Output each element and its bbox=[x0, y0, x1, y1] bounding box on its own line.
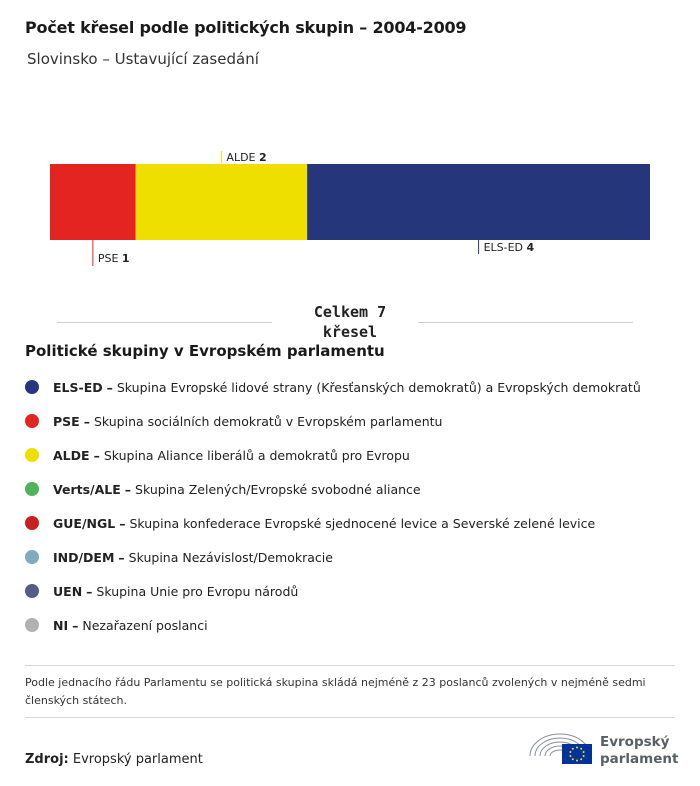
legend-abbr: Verts/ALE bbox=[53, 481, 121, 497]
legend-swatch bbox=[25, 550, 39, 564]
legend-abbr: UEN bbox=[53, 583, 83, 599]
legend-abbr: IND/DEM bbox=[53, 549, 115, 565]
logo-line-2: parlament bbox=[600, 751, 679, 767]
source bbox=[25, 752, 203, 767]
hemicycle-flag-icon bbox=[528, 728, 600, 768]
logo-line-1: Evropský bbox=[600, 734, 670, 750]
divider-bottom bbox=[25, 717, 675, 718]
legend-description: Skupina Nezávislost/Demokracie bbox=[128, 549, 333, 565]
legend-description: Skupina sociálních demokratů v Evropském parlamentu bbox=[93, 413, 443, 429]
legend-item bbox=[25, 574, 641, 608]
total-seats-label bbox=[280, 302, 420, 342]
bar-label: PSE 1 bbox=[97, 252, 130, 265]
legend-abbr: NI bbox=[53, 617, 69, 633]
legend-item bbox=[25, 540, 641, 574]
legend-item bbox=[25, 370, 641, 404]
source-value: Evropský parlament bbox=[72, 752, 203, 767]
legend-description: Skupina Unie pro Evropu národů bbox=[96, 583, 299, 599]
legend-separator: – bbox=[119, 515, 126, 531]
bar-segment-els-ed bbox=[307, 164, 650, 240]
legend-description: Skupina konfederace Evropské sjednocené levice a Severské zelené levice bbox=[129, 515, 596, 531]
legend-separator: – bbox=[106, 379, 113, 395]
chart-title: Počet křesel podle politických skupin – 2004-2009 bbox=[25, 18, 467, 37]
legend-description: Skupina Evropské lidové strany (Křesťanských demokratů) a Evropských demokratů bbox=[116, 379, 641, 395]
european-parliament-logo bbox=[528, 728, 678, 768]
chart-subtitle: Slovinsko – Ustavující zasedání bbox=[27, 50, 259, 68]
logo-text bbox=[600, 734, 678, 768]
legend-item bbox=[25, 472, 641, 506]
legend-swatch bbox=[25, 414, 39, 428]
legend-swatch bbox=[25, 380, 39, 394]
legend-separator: – bbox=[93, 447, 100, 463]
bar-label: ALDE 2 bbox=[226, 151, 267, 164]
legend-list bbox=[25, 370, 641, 642]
legend-description: Nezařazení poslanci bbox=[82, 617, 208, 633]
legend-separator: – bbox=[72, 617, 79, 633]
legend-abbr: ELS-ED bbox=[53, 379, 103, 395]
legend-swatch bbox=[25, 516, 39, 530]
legend-title: Politické skupiny v Evropském parlamentu bbox=[25, 342, 385, 360]
legend-item bbox=[25, 404, 641, 438]
legend-abbr: PSE bbox=[53, 413, 80, 429]
legend-separator: – bbox=[118, 549, 125, 565]
legend-swatch bbox=[25, 584, 39, 598]
bar-segment-pse bbox=[50, 164, 136, 240]
legend-abbr: ALDE bbox=[53, 447, 90, 463]
legend-item bbox=[25, 506, 641, 540]
legend-abbr: GUE/NGL bbox=[53, 515, 116, 531]
legend-description: Skupina Aliance liberálů a demokratů pro Evropu bbox=[103, 447, 410, 463]
bar-segment-alde bbox=[136, 164, 307, 240]
footnote: Podle jednacího řádu Parlamentu se politická skupina skládá nejméně z 23 poslanců zvolených v nejméně sedmi členských státech. bbox=[25, 676, 646, 707]
legend-swatch bbox=[25, 448, 39, 462]
total-line-2: křesel bbox=[322, 323, 378, 341]
legend-separator: – bbox=[124, 481, 132, 497]
source-label: Zdroj: bbox=[25, 752, 69, 767]
legend-swatch bbox=[25, 618, 39, 632]
total-divider-right bbox=[418, 322, 633, 323]
legend-swatch bbox=[25, 482, 39, 496]
legend-separator: – bbox=[83, 413, 90, 429]
legend-separator: – bbox=[86, 583, 93, 599]
bar-label: ELS-ED 4 bbox=[483, 241, 535, 254]
divider-top bbox=[25, 665, 675, 666]
legend-item bbox=[25, 438, 641, 472]
legend-item bbox=[25, 608, 641, 642]
total-line-1: Celkem 7 bbox=[313, 303, 387, 321]
legend-description: Skupina Zelených/Evropské svobodné aliance bbox=[135, 481, 421, 497]
total-divider-left bbox=[57, 322, 272, 323]
stacked-bar-chart bbox=[0, 140, 700, 280]
